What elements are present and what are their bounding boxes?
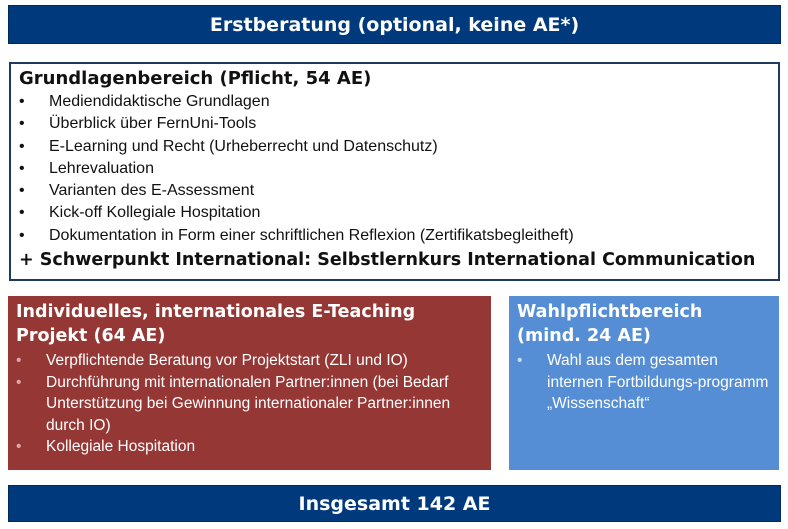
wahlpflichtbereich-list: [517, 350, 771, 415]
insgesamt-label: Insgesamt 142 AE: [298, 492, 491, 515]
list-item: [19, 180, 770, 202]
bullet-icon: •: [19, 159, 25, 177]
list-item-text: Dokumentation in Form einer schriftlichen Reflexion (Zertifikatsbegleitheft): [49, 226, 574, 244]
list-item-text: Kick-off Kollegiale Hospitation: [49, 204, 261, 222]
grundlagenbereich-box: [9, 62, 780, 281]
bullet-icon: •: [16, 352, 22, 369]
bullet-icon: •: [16, 438, 22, 455]
bullet-icon: •: [19, 115, 25, 133]
list-item: [16, 350, 483, 372]
list-item: [16, 436, 483, 458]
list-item-text: Lehrevaluation: [49, 159, 154, 177]
list-item-text: Wahl aus dem gesamten internen Fortbildungs-programm „Wissenschaft“: [547, 352, 769, 412]
list-item: [19, 202, 770, 224]
e-teaching-projekt-list: [16, 350, 483, 458]
grundlagenbereich-list: [19, 91, 770, 247]
bullet-icon: •: [19, 182, 25, 200]
list-item-text: Mediendidaktische Grundlagen: [49, 93, 270, 110]
list-item: [19, 225, 770, 247]
list-item: [19, 136, 770, 158]
bullet-icon: •: [19, 137, 25, 155]
list-item-text: Überblick über FernUni-Tools: [49, 115, 257, 133]
e-teaching-projekt-box: [8, 296, 491, 470]
insgesamt-banner: [8, 485, 781, 522]
list-item: [19, 91, 770, 113]
wahlpflichtbereich-title: Wahlpflichtbereich (mind. 24 AE): [517, 302, 703, 346]
schwerpunkt-international: + Schwerpunkt International: Selbstlernkurs International Communication: [19, 250, 756, 271]
wahlpflichtbereich-box: [509, 296, 779, 470]
bullet-icon: •: [517, 352, 523, 369]
list-item: [19, 158, 770, 180]
list-item: [16, 372, 483, 437]
list-item-text: Durchführung mit internationalen Partner:innen (bei Bedarf Unterstützung bei Gewinnung internationaler Partner:innen durch IO): [46, 373, 451, 434]
list-item-text: Kollegiale Hospitation: [46, 438, 196, 455]
erstberatung-banner: [8, 5, 781, 44]
grundlagenbereich-title: Grundlagenbereich (Pflicht, 54 AE): [19, 68, 372, 89]
bullet-icon: •: [19, 204, 25, 222]
list-item: [517, 350, 771, 415]
bullet-icon: •: [19, 226, 25, 244]
bullet-icon: •: [19, 93, 25, 110]
list-item: [19, 113, 770, 135]
bullet-icon: •: [16, 373, 22, 391]
list-item-text: E-Learning und Recht (Urheberrecht und Datenschutz): [49, 137, 438, 155]
e-teaching-projekt-title: Individuelles, internationales E-Teaching Projekt (64 AE): [16, 302, 416, 346]
list-item-text: Varianten des E-Assessment: [49, 182, 255, 200]
list-item-text: Verpflichtende Beratung vor Projektstart (ZLI und IO): [46, 352, 408, 369]
erstberatung-label: Erstberatung (optional, keine AE*): [209, 13, 580, 36]
